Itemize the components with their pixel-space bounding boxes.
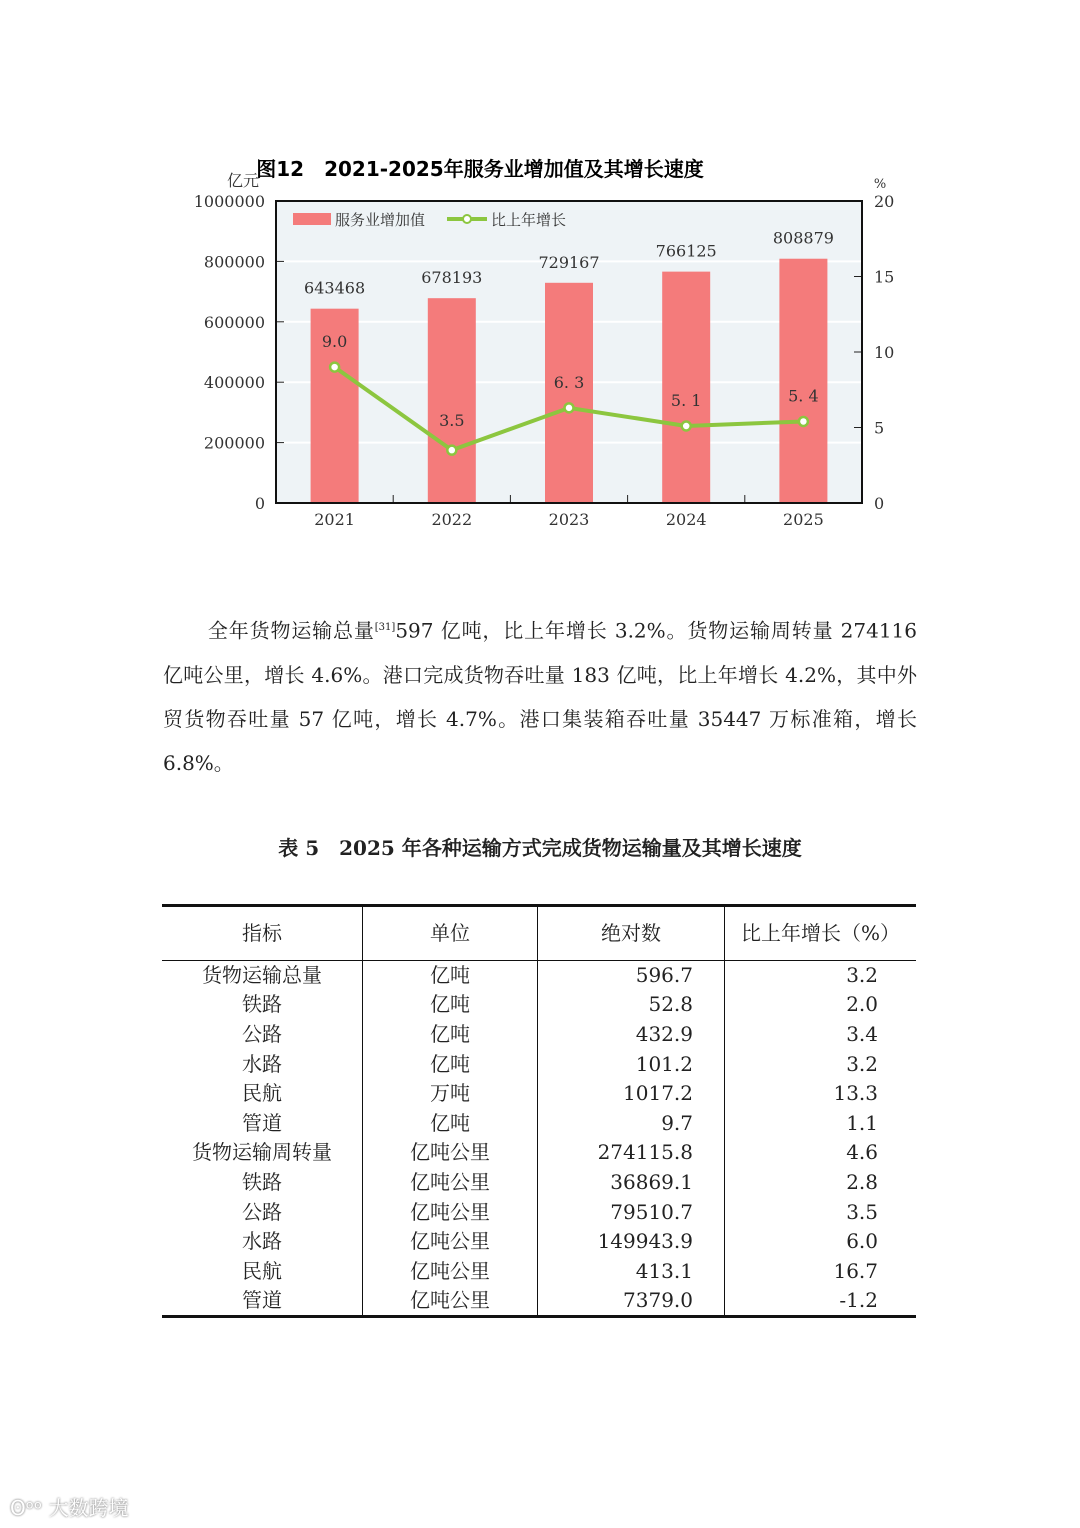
y-tick-label: 800000 (203, 252, 265, 272)
table-cell: 民航 (162, 1256, 363, 1286)
growth-point-2024 (682, 421, 691, 430)
table-cell: 432.9 (538, 1020, 725, 1050)
table-cell: 2.0 (846, 992, 878, 1017)
table-cell: 1017.2 (538, 1079, 725, 1109)
table-cell: 52.8 (538, 990, 725, 1020)
freight-table (162, 904, 916, 1318)
table-row (162, 1138, 916, 1168)
y2-tick-label: 10 (874, 343, 895, 362)
table-cell: 149943.9 (538, 1227, 725, 1257)
table-cell: 万吨 (363, 1079, 538, 1109)
legend-line-marker (463, 215, 471, 223)
y2-axis-label: % (873, 177, 887, 192)
table-cell: 3.5 (846, 1199, 878, 1224)
table-cell: 亿吨公里 (363, 1168, 538, 1198)
y-tick-label: 200000 (203, 433, 265, 453)
table-cell: 3.2 (846, 963, 878, 988)
table-cell: 水路 (162, 1227, 363, 1257)
x-tick-label: 2021 (314, 510, 355, 529)
table-cell: 管道 (162, 1108, 363, 1138)
growth-point-2025 (799, 417, 808, 426)
table-cell: 水路 (162, 1049, 363, 1079)
table-row (162, 1049, 916, 1079)
para-text: 597 亿吨，比上年增长 3.2%。货物运输周转量 274116 亿吨公里，增长 4.6%。港口完成货物吞吐量 183 亿吨，比上年增长 4.2%，其中外贸货物吞吐量 57 亿吨，增长 4.7%。港口集装箱吞吐量 35447 万标准箱，增长 6.8%。 (163, 618, 918, 775)
table-cell: 亿吨公里 (363, 1286, 538, 1317)
table-row (162, 961, 916, 991)
table-cell: 亿吨 (363, 1020, 538, 1050)
table-cell: 101.2 (538, 1049, 725, 1079)
table-cell: 亿吨 (363, 990, 538, 1020)
footnote-ref[interactable]: [31] (374, 622, 396, 633)
table-row (162, 1286, 916, 1317)
table-row (162, 990, 916, 1020)
table-cell: 36869.1 (538, 1168, 725, 1198)
bar-value-label: 808879 (772, 228, 834, 248)
growth-point-2022 (447, 446, 456, 455)
legend-label: 比上年增长 (491, 211, 567, 229)
table-cell: 6.0 (846, 1229, 878, 1254)
y-tick-label: 600000 (203, 312, 265, 332)
watermark-logo: ʘᵒᵒ 大数跨境 (10, 1496, 129, 1520)
table-row (162, 1108, 916, 1138)
x-tick-label: 2022 (431, 510, 473, 529)
table-cell: 9.7 (538, 1108, 725, 1138)
table-cell: 亿吨公里 (363, 1256, 538, 1286)
table-cell: 7379.0 (538, 1286, 725, 1317)
bar-value-label: 729167 (538, 252, 600, 272)
table-cell: 亿吨公里 (363, 1227, 538, 1257)
table-cell: 亿吨 (363, 961, 538, 991)
table-cell: 亿吨公里 (363, 1197, 538, 1227)
growth-point-2023 (565, 403, 574, 412)
col-header: 指标 (162, 906, 363, 961)
growth-value-label: 5. 4 (788, 386, 819, 406)
chart-title: 图12 2021-2025年服务业增加值及其增长速度 (256, 157, 704, 181)
x-tick-label: 2024 (665, 510, 707, 529)
bar-2025 (779, 259, 827, 503)
table-row (162, 1256, 916, 1286)
table-cell: 13.3 (833, 1081, 878, 1106)
y-tick-label: 0 (254, 494, 265, 513)
table-cell: 274115.8 (538, 1138, 725, 1168)
table-cell: 铁路 (162, 990, 363, 1020)
y-tick-label: 400000 (203, 373, 265, 393)
bar-value-label: 766125 (655, 241, 717, 261)
col-header: 绝对数 (538, 906, 725, 961)
table-cell: 79510.7 (538, 1197, 725, 1227)
y2-tick-label: 0 (874, 494, 885, 513)
legend-label: 服务业增加值 (335, 211, 426, 229)
table-cell: 货物运输周转量 (162, 1138, 363, 1168)
table-cell: 铁路 (162, 1168, 363, 1198)
table-cell: 民航 (162, 1079, 363, 1109)
bar-2022 (428, 298, 476, 503)
bar-value-label: 678193 (421, 268, 483, 288)
table-cell: 3.4 (846, 1021, 878, 1046)
table-header (162, 906, 916, 961)
col-header: 比上年增长（%） (740, 921, 900, 945)
table-cell: 亿吨 (363, 1049, 538, 1079)
y2-tick-label: 20 (874, 192, 895, 211)
growth-value-label: 3.5 (439, 411, 465, 431)
growth-value-label: 5. 1 (670, 390, 702, 410)
legend-bar-swatch (293, 213, 331, 225)
table-cell: 596.7 (538, 961, 725, 991)
y-axis-label: 亿元 (226, 171, 260, 190)
growth-point-2021 (330, 363, 339, 372)
table-cell: 1.1 (846, 1110, 878, 1135)
table-cell: -1.2 (839, 1288, 878, 1313)
table-cell: 公路 (162, 1197, 363, 1227)
y2-tick-label: 15 (874, 267, 895, 287)
para-text: 全年货物运输总量 (207, 618, 375, 643)
growth-value-label: 6. 3 (553, 372, 585, 392)
table-cell: 货物运输总量 (162, 961, 363, 991)
growth-value-label: 9.0 (321, 332, 348, 352)
table-cell: 4.6 (846, 1140, 878, 1165)
table-row (162, 1197, 916, 1227)
table-cell: 管道 (162, 1286, 363, 1317)
table-cell: 413.1 (538, 1256, 725, 1286)
table-cell: 亿吨 (363, 1108, 538, 1138)
table-row (162, 1020, 916, 1050)
table-cell: 3.2 (846, 1051, 878, 1076)
col-header: 单位 (363, 906, 538, 961)
bar-2024 (662, 272, 710, 503)
table-cell: 公路 (162, 1020, 363, 1050)
freight-paragraph (163, 606, 917, 785)
table-cell: 亿吨公里 (363, 1138, 538, 1168)
x-tick-label: 2023 (548, 510, 590, 529)
y-tick-label: 1000000 (193, 192, 265, 211)
table-row (162, 1227, 916, 1257)
x-tick-label: 2025 (783, 510, 824, 529)
bar-value-label: 643468 (304, 278, 366, 298)
table-row (162, 1079, 916, 1109)
table-cell: 2.8 (846, 1169, 878, 1194)
table-row (162, 1168, 916, 1198)
bar-2023 (545, 283, 593, 503)
service-industry-chart (0, 0, 1080, 560)
y2-tick-label: 5 (874, 418, 885, 438)
table-title: 表 5 2025 年各种运输方式完成货物运输量及其增长速度 (278, 836, 802, 860)
table-cell: 16.7 (833, 1258, 878, 1283)
